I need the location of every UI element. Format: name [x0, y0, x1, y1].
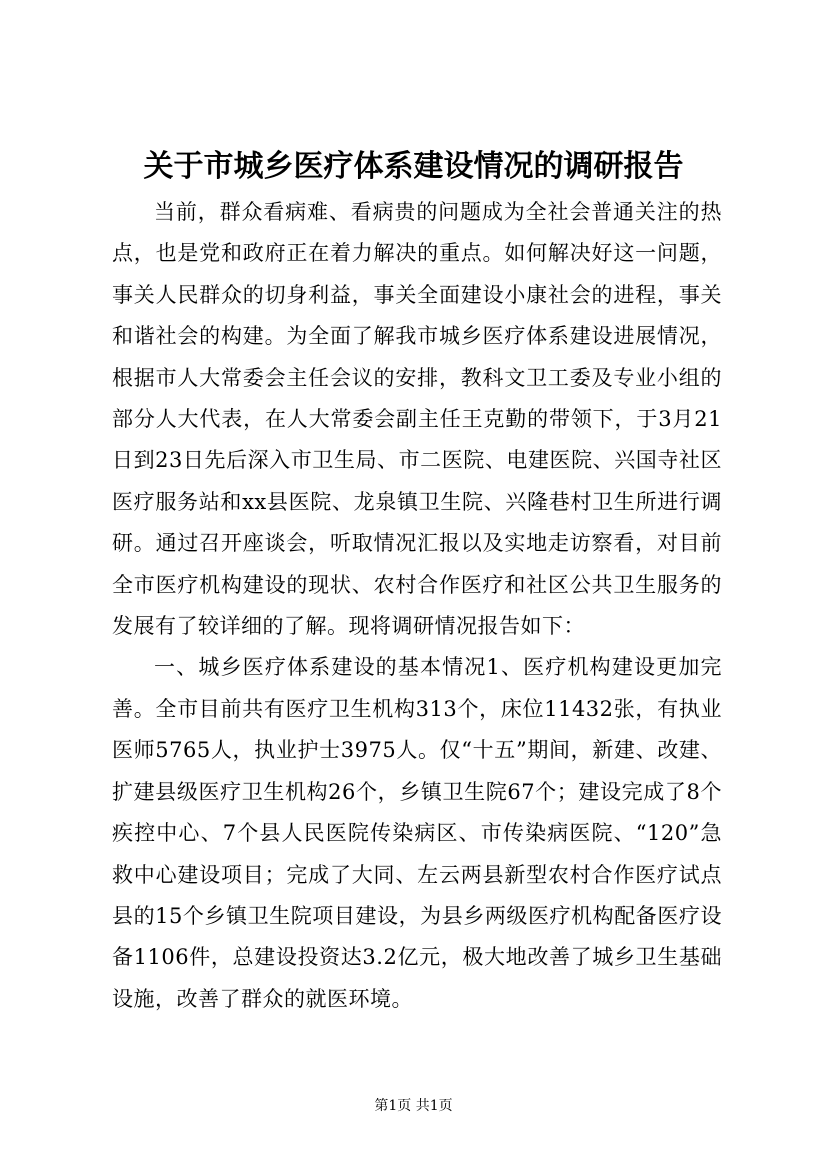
paragraph-section-one: 一、城乡医疗体系建设的基本情况1、医疗机构建设更加完善。全市目前共有医疗卫生机构313个，床位11432张，有执业医师5765人，执业护士3975人。仅“十五”期间，新建、改建、扩建县级医疗卫生机构26个，乡镇卫生院67个；建设完成了8个疾控中心、7个县人民医院传染病区、市传染病医院、“120”急救中心建设项目；完成了大同、左云两县新型农村合作医疗试点县的15个乡镇卫生院项目建设，为县乡两级医疗机构配备医疗设备1106件，总建设投资达3.2亿元，极大地改善了城乡卫生基础设施，改善了群众的就医环境。: [112, 655, 722, 1011]
page-footer: 第1页 共1页: [374, 1098, 453, 1114]
document-title: 关于市城乡医疗体系建设情况的调研报告: [143, 149, 684, 184]
document-body: [112, 192, 722, 1020]
paragraph-intro: 当前，群众看病难、看病贵的问题成为全社会普通关注的热点，也是党和政府正在着力解决的重点。如何解决好这一问题，事关人民群众的切身利益，事关全面建设小康社会的进程，事关和谐社会的构建。为全面了解我市城乡医疗体系建设进展情况，根据市人大常委会主任会议的安排，教科文卫工委及专业小组的部分人大代表，在人大常委会副主任王克勤的带领下，于3月21日到23日先后深入市卫生局、市二医院、电建医院、兴国寺社区医疗服务站和xx县医院、龙泉镇卫生院、兴隆巷村卫生所进行调研。通过召开座谈会，听取情况汇报以及实地走访察看，对目前全市医疗机构建设的现状、农村合作医疗和社区公共卫生服务的发展有了较详细的了解。现将调研情况报告如下：: [112, 200, 722, 639]
